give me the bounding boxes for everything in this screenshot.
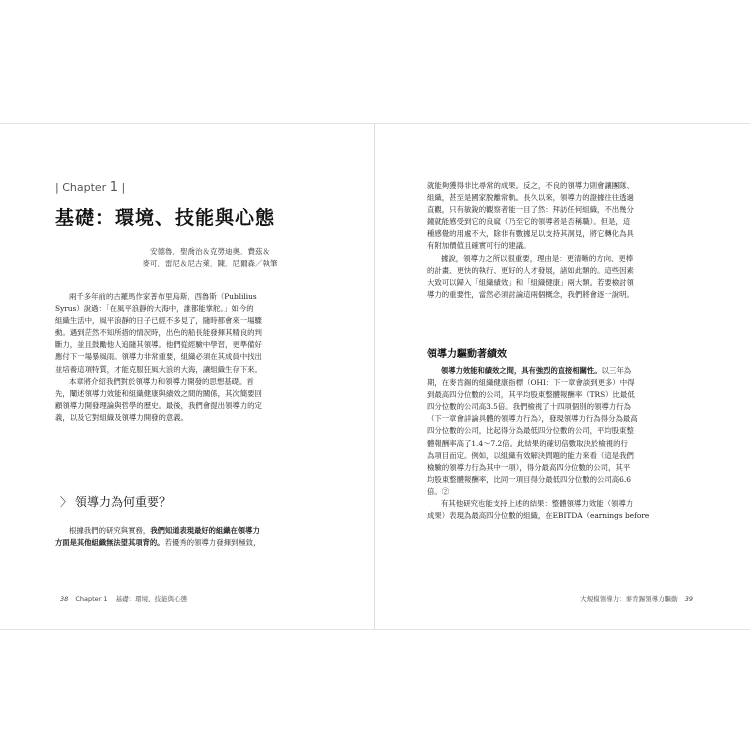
right-page [375,124,750,629]
text-line: 體報酬率高了1.4～7.2倍。此結果的確切倍數取決於檢視的行 [427,438,628,448]
footer-title: 基礎：環境、技能與心態 [115,595,188,603]
text-line: 有附加價值且確實可行的建議。 [427,241,531,251]
section-heading [60,493,171,510]
page-number: 38 [60,595,69,603]
text-line: 義，以及它對組織及領導力開發的意義。 [55,412,189,422]
top-paragraph [427,180,702,301]
text-line: 組織，甚至是國家脫離常軌。長久以來，領導力的證據往往透過 [427,193,634,203]
chevron-right-icon: 〉 [60,495,73,509]
chapter-title: 基礎：環境、技能與心態 [55,207,276,229]
section-paragraph [55,525,320,549]
text-line: 的計畫、更快的執行、更好的人才發展，諸如此類的。這些因素 [427,265,634,275]
text-line: 均股東整體報酬率，比同一項目得分最低四分位數的公司高6.6 [427,474,631,484]
text-line: 四分位數的公司高3.5倍。我們檢視了十四項個別的領導力行為 [427,402,631,412]
right-footer [580,594,698,603]
author-line: 安德魯．聖喬治＆克勞迪奧．費茲＆ [150,247,270,256]
bold-span: 方面是其他組織無法望其項背的。 [55,538,165,548]
text-line: Syrus）說過：「在風平浪靜的大海中，誰都能掌舵。」如今的 [55,304,254,314]
text-line: 本章將介紹我們對於領導力和領導力開發的思想基礎。首 [69,376,254,386]
footer-chapter: Chapter 1 [75,595,108,603]
page-number: 39 [684,595,693,603]
text-line [427,365,702,377]
text-line: 大致可以歸入「組織績效」和「組織健康」兩大類。若要檢討領 [427,277,634,287]
text-span: 以三年為 [601,366,632,375]
text-line: 動。遇到茫然不知所措的情況時，出色的船長能發揮其精良的判 [55,328,262,338]
text-line: 成果）表現為最高四分位數的組織，在EBITDA（earnings before [427,511,650,521]
text-line: 到最高四分位數的公司，其平均股東整體報酬率（TRS）比最低 [427,390,635,400]
author-credits [115,246,305,270]
intro-paragraph [55,291,320,424]
chapter-bar: | [121,181,126,194]
subheading: 領導力驅動著績效 [427,349,507,360]
text-span: 根據我們的研究與實務， [69,526,151,535]
text-line: 應付下一場暴風雨。領導力非常重要，組織必須在其成員中找出 [55,352,262,362]
text-line: 期，在麥肯錫的組織健康指標（OHI：下一章會談到更多）中得 [427,378,635,388]
book-spread [0,123,750,630]
author-line: 麥可．雷尼＆尼古萊．陳．尼爾森／執筆 [142,259,278,268]
text-line: 有其他研究也能支持上述的結果：整體領導力效能（領導力 [441,499,634,509]
bold-span: 我們知道表現最好的組織在領導力 [150,526,260,535]
text-line: 種感覺的用處不大，除非有數據足以支持其洞見，將它轉化為具 [427,229,634,239]
chapter-word: | Chapter [55,181,107,194]
text-line [55,537,320,549]
body-paragraph [427,365,702,522]
text-line: 直觀，只有敏銳的觀察者能一目了然：拜訪任何組織，不出幾分 [427,205,634,215]
text-line: 兩千多年前的古羅馬作家普布里烏斯．西魯斯（Publilius [69,292,257,301]
text-line: 顧領導力開發理論與哲學的歷史。最後，我們會提出領導力的定 [55,400,262,410]
text-line: 四分位數的公司，比起得分為最低四分位數的公司，平均股東整 [427,426,634,436]
text-line: 斷力，並且鼓勵他人追隨其領導。他們從經驗中學習，更準備好 [55,340,262,350]
text-line: （下一章會詳論具體的領導力行為），發現領導力行為得分為最高 [427,414,638,424]
text-line: 為項目而定。例如，以組織有效解決問題的能力來看（這是我們 [427,450,634,460]
text-line: 就能夠獲得非比尋常的成果。反之，不良的領導力則會讓團隊、 [427,181,634,190]
bold-span: 領導力效能和績效之間，具有強烈的直接相關性。 [441,366,602,375]
text-line: 組織生活中，風平浪靜的日子已經不多見了，隨時都會來一場驟 [55,316,262,326]
text-line: 鐘就能感受到它的良窳（乃至它的領導者是否稱職）。但是，這 [427,217,631,227]
text-line: 倍。② [427,486,450,496]
text-line: 導力的重要性，當然必須討論這兩個概念，我們將會逐一說明。 [427,289,634,299]
text-line: 據說，領導力之所以很重要，理由是：更清晰的方向、更棒 [441,253,634,263]
text-line: 並培養這項特質，才能克服狂風大浪的大海，讓組織生存下來。 [55,364,262,374]
text-line: 檢驗的領導力行為其中一項），得分最高四分位數的公司，其平 [427,462,631,472]
text-line [55,525,320,537]
chapter-label [55,180,125,195]
text-line: 先，闡述領導力效能和組織健康與績效之間的關係，其次簡要回 [55,388,262,398]
left-footer [55,594,187,603]
section-heading-text: 領導力為何重要？ [75,495,172,509]
left-page [0,124,374,629]
footer-title: 大規模領導力：麥肯錫領導力驅動 [580,595,678,603]
text-span: 若優秀的領導力發揮到極致， [164,538,261,548]
chapter-number: 1 [109,180,118,195]
